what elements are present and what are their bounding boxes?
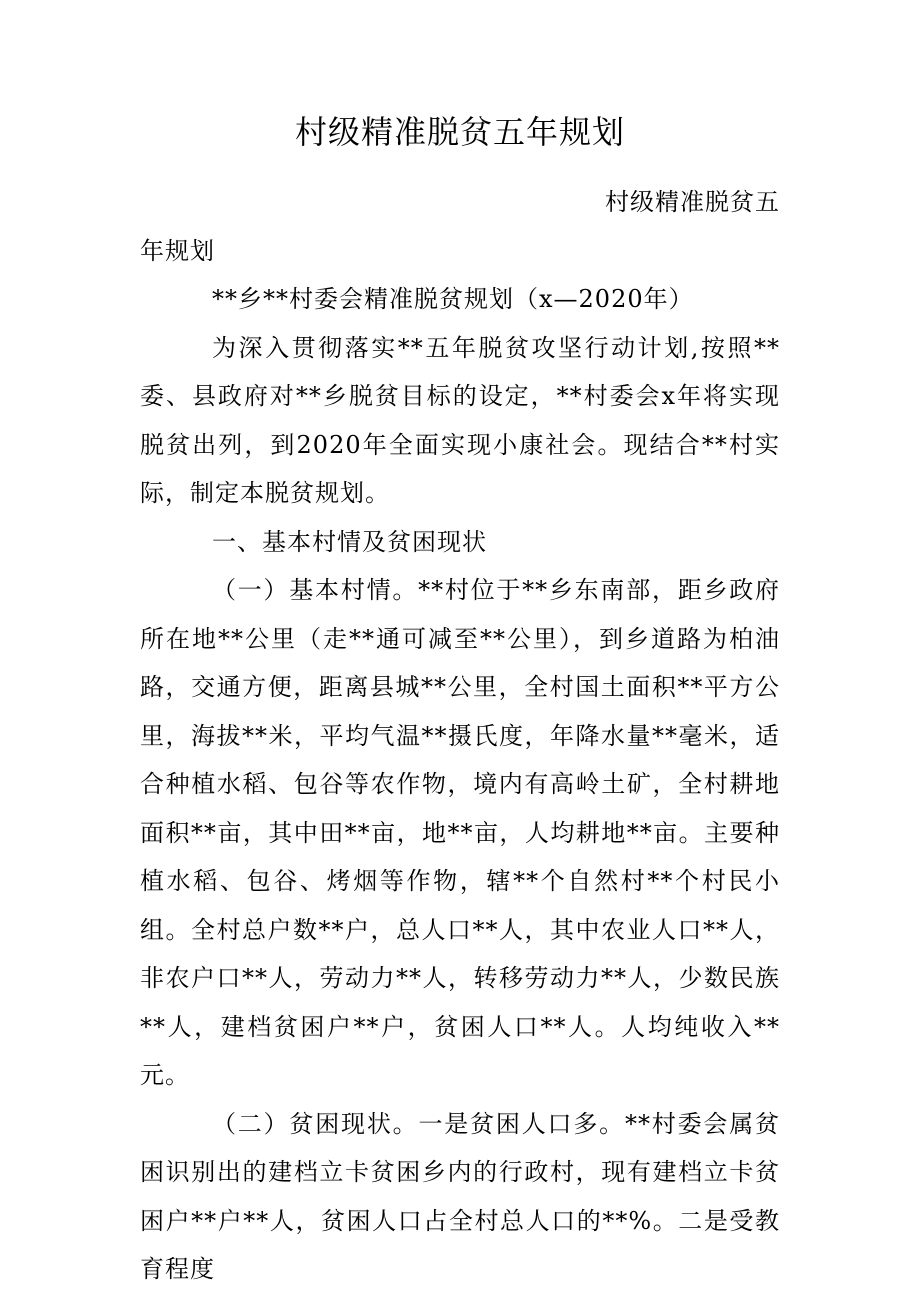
- plan-heading: **乡**村委会精准脱贫规划（x—2020年）: [212, 285, 694, 313]
- section-heading-1: 一、基本村情及贫困现状: [212, 527, 487, 556]
- paragraph-poverty-status: （二）贫困现状。一是贫困人口多。**村委会属贫困识别出的建档立卡贫困乡内的行政村，现有建档立卡贫困户**户**人，贫困人口占全村总人口的**%。二是受教育程度: [140, 1109, 780, 1283]
- document-title: 村级精准脱贫五年规划: [294, 113, 625, 151]
- paragraph-intro: 为深入贯彻落实**五年脱贫攻坚行动计划,按照**委、县政府对**乡脱贫目标的设定，**村委会x年将实现脱贫出列，到2020年全面实现小康社会。现结合**村实际，制定本脱贫规划。: [140, 333, 780, 507]
- paragraph-basic-situation: （一）基本村情。**村位于**乡东南部，距乡政府所在地**公里（走**通可减至**公里），到乡道路为柏油路，交通方便，距离县城**公里，全村国土面积**平方公里，海拔**米，平均气温**摄氏度，年降水量**毫米，适合种植水稻、包谷等农作物，境内有高岭土矿，全村耕地面积**亩，其中田**亩，地**亩，人均耕地**亩。主要种植水稻、包谷、烤烟等作物，辖**个自然村**个村民小组。全村总户数**户，总人口**人，其中农业人口**人，非农户口**人，劳动力**人，转移劳动力**人，少数民族**人，建档贫困户**户，贫困人口**人。人均纯收入**元。: [140, 576, 780, 1089]
- subtitle-line-1: 村级精准脱贫五: [605, 188, 780, 216]
- document-body: [140, 178, 780, 1294]
- subtitle-line-2: 年规划: [140, 236, 215, 265]
